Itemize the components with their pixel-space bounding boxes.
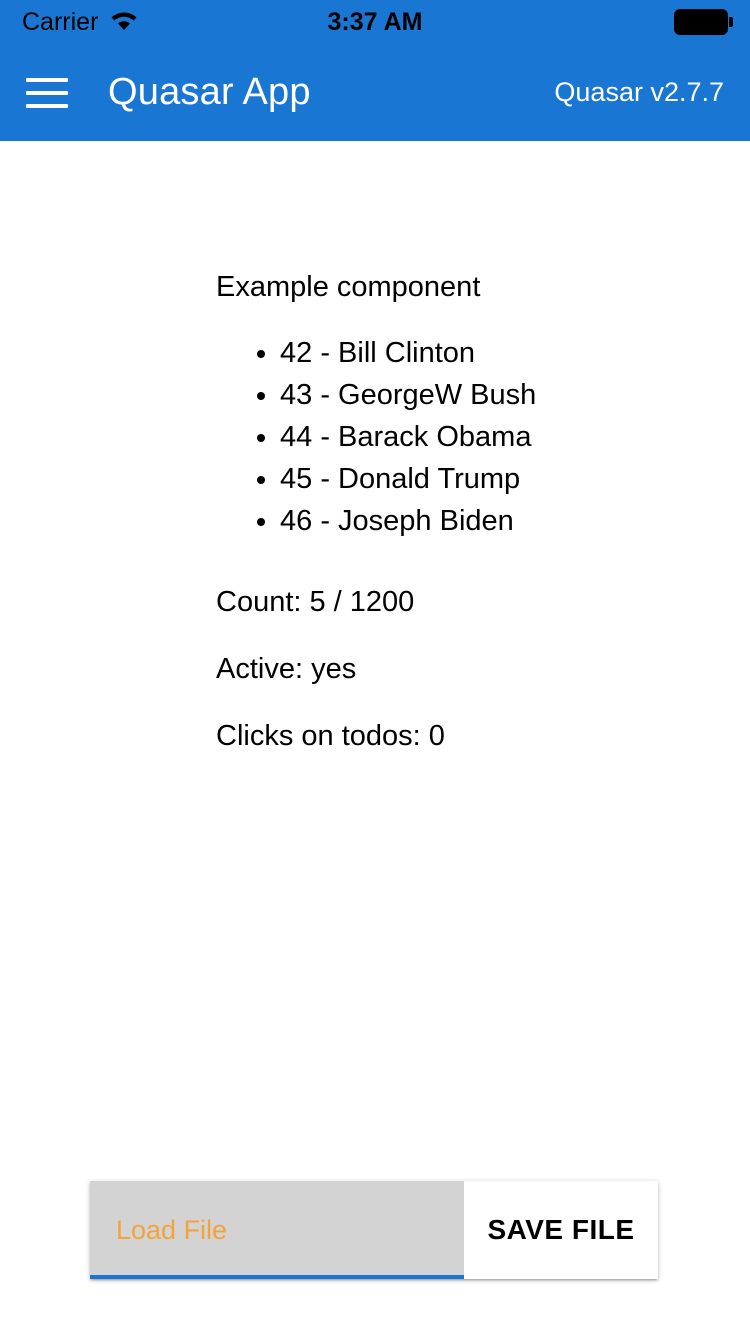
list-item: • 42 - Bill Clinton xyxy=(280,332,750,374)
list-item: • 44 - Barack Obama xyxy=(280,416,750,458)
file-controls xyxy=(90,1181,658,1279)
example-component-title: Example component xyxy=(216,271,481,303)
load-file-input[interactable] xyxy=(90,1181,464,1279)
menu-bar-3 xyxy=(26,104,68,108)
app-toolbar xyxy=(0,44,750,141)
hamburger-menu-icon[interactable] xyxy=(26,65,82,121)
presidents-list xyxy=(280,332,750,542)
list-item: • 43 - GeorgeW Bush xyxy=(280,374,750,416)
wifi-icon xyxy=(108,8,140,37)
menu-bar-1 xyxy=(26,78,68,82)
status-bar-right xyxy=(422,9,728,35)
load-file-placeholder: Load File xyxy=(116,1214,228,1245)
status-bar-left xyxy=(22,8,328,37)
battery-full-icon xyxy=(674,9,728,35)
page-title: Quasar App xyxy=(108,71,311,113)
carrier-label: Carrier xyxy=(22,7,99,36)
list-item: • 45 - Donald Trump xyxy=(280,458,750,500)
clicks-label: Clicks on todos: 0 xyxy=(216,720,445,752)
page-content xyxy=(0,141,750,1334)
status-bar xyxy=(0,0,750,44)
menu-bar-2 xyxy=(26,91,68,95)
example-component xyxy=(0,141,750,753)
active-label: Active: yes xyxy=(216,653,357,685)
count-label: Count: 5 / 1200 xyxy=(216,586,415,618)
version-label: Quasar v2.7.7 xyxy=(554,77,724,107)
list-item: • 46 - Joseph Biden xyxy=(280,500,750,542)
clock-label: 3:37 AM xyxy=(327,7,423,36)
save-file-button[interactable]: SAVE FILE xyxy=(464,1181,658,1279)
